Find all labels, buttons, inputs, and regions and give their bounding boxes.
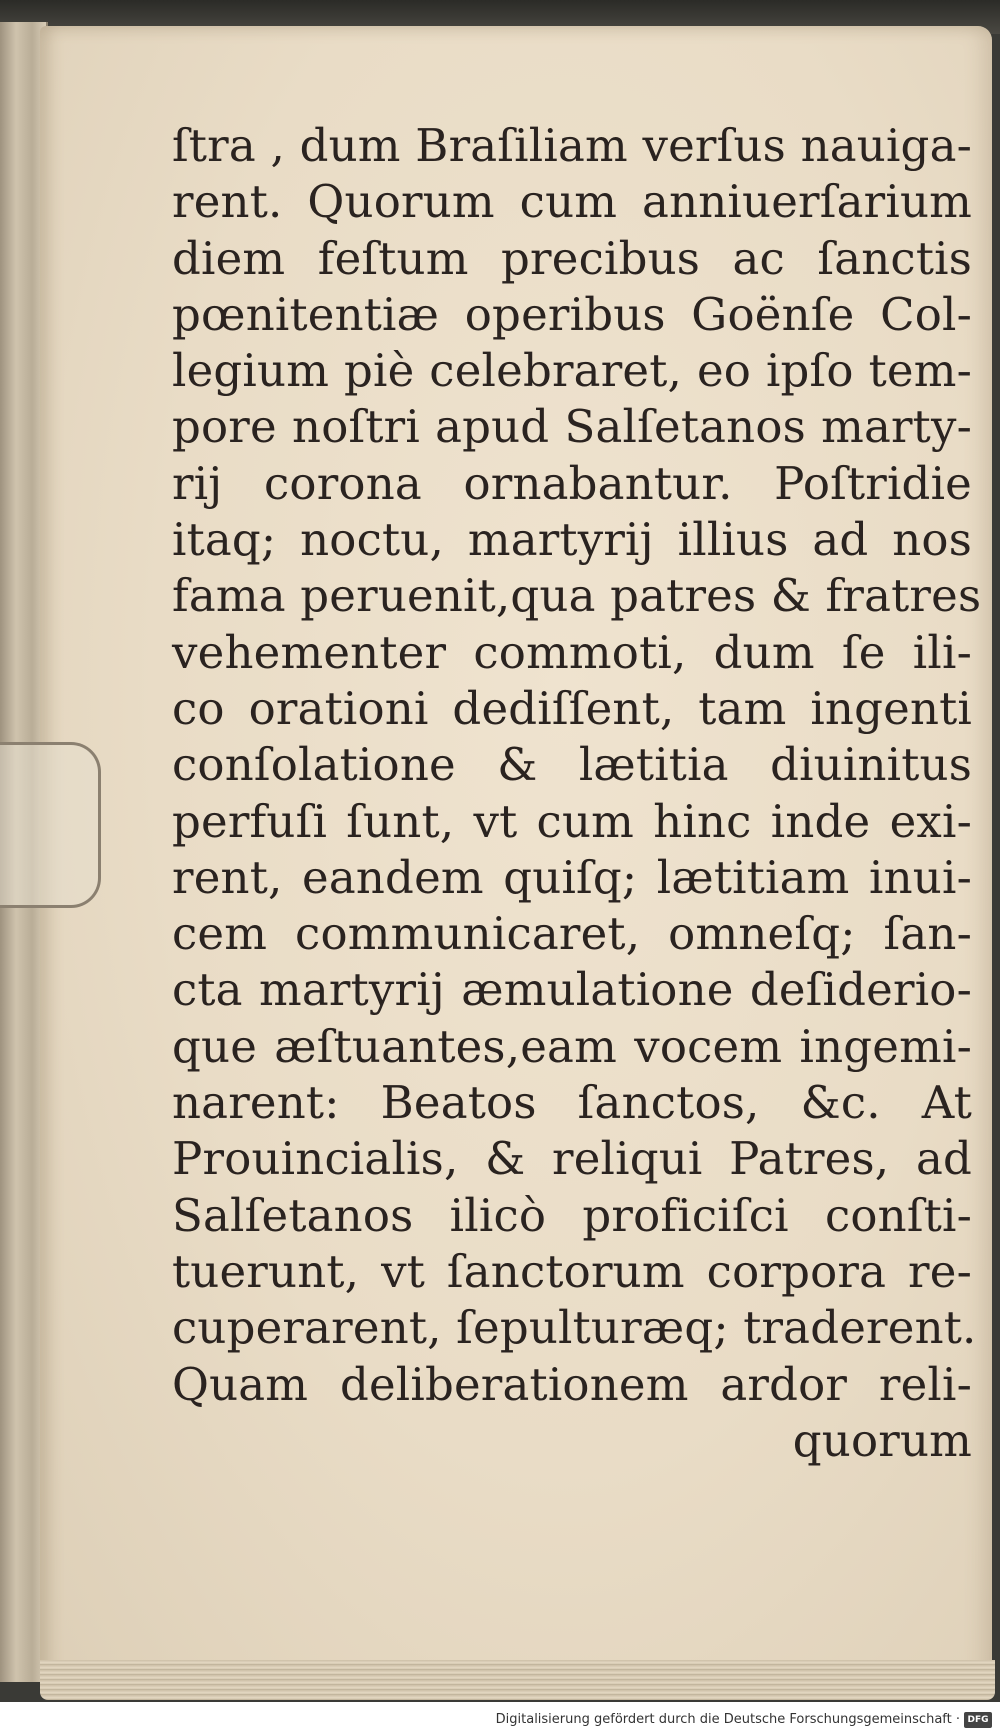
text-line: tuerunt, vt ſanctorum corpora re-	[172, 1244, 972, 1298]
digitization-footer	[0, 1702, 1000, 1733]
text-line: pore noſtri apud Salſetanos marty-	[172, 400, 972, 454]
clasp-tab	[0, 742, 101, 908]
text-line: fama peruenit,qua patres & fratres	[172, 569, 982, 623]
dfg-logo: DFG	[964, 1712, 992, 1728]
text-line: ſtra , dum Braſiliam verſus nauiga-	[172, 119, 972, 172]
text-line: itaq; noctu, martyrij illius ad nos	[172, 513, 972, 567]
text-line: narent: Beatos ſanctos, &c. At	[172, 1076, 972, 1130]
text-line: Quam deliberationem ardor reli-	[172, 1357, 972, 1411]
funding-credit: Digitalisierung gefördert durch die Deutsche Forschungsgemeinschaft ·	[495, 1712, 960, 1727]
text-line: cta martyrij æmulatione deſiderio-	[172, 963, 972, 1017]
text-line: Prouincialis, & reliqui Patres, ad	[172, 1132, 972, 1186]
text-line: diem feſtum precibus ac ſanctis	[172, 231, 972, 285]
text-line: que æſtuantes,eam vocem ingemi-	[172, 1019, 972, 1073]
text-line: conſolatione & lætitia diuinitus	[172, 738, 972, 792]
page-text	[172, 118, 982, 1469]
text-line: vehementer commoti, dum ſe ili-	[172, 625, 972, 679]
catchword: quorum	[792, 1413, 972, 1467]
page-stack-edge	[40, 1660, 995, 1700]
text-line: co orationi dediſſent, tam ingenti	[172, 681, 972, 735]
text-line: perfuſi ſunt, vt cum hinc inde exi-	[172, 794, 972, 848]
text-line: cuperarent, ſepulturæq; traderent.	[172, 1301, 977, 1355]
text-line: rent. Quorum cum anniuerſarium	[172, 175, 972, 229]
text-line: rent, eandem quiſq; lætitiam inui-	[172, 850, 972, 904]
text-line: cem communicaret, omneſq; ſan-	[172, 907, 972, 961]
text-line: Salſetanos ilicò proficiſci conſti-	[172, 1188, 972, 1242]
text-line: pœnitentiæ operibus Goënſe Col-	[172, 287, 972, 341]
text-line: rij corona ornabantur. Poſtridie	[172, 456, 972, 510]
text-line: legium piè celebraret, eo ipſo tem-	[172, 344, 972, 398]
